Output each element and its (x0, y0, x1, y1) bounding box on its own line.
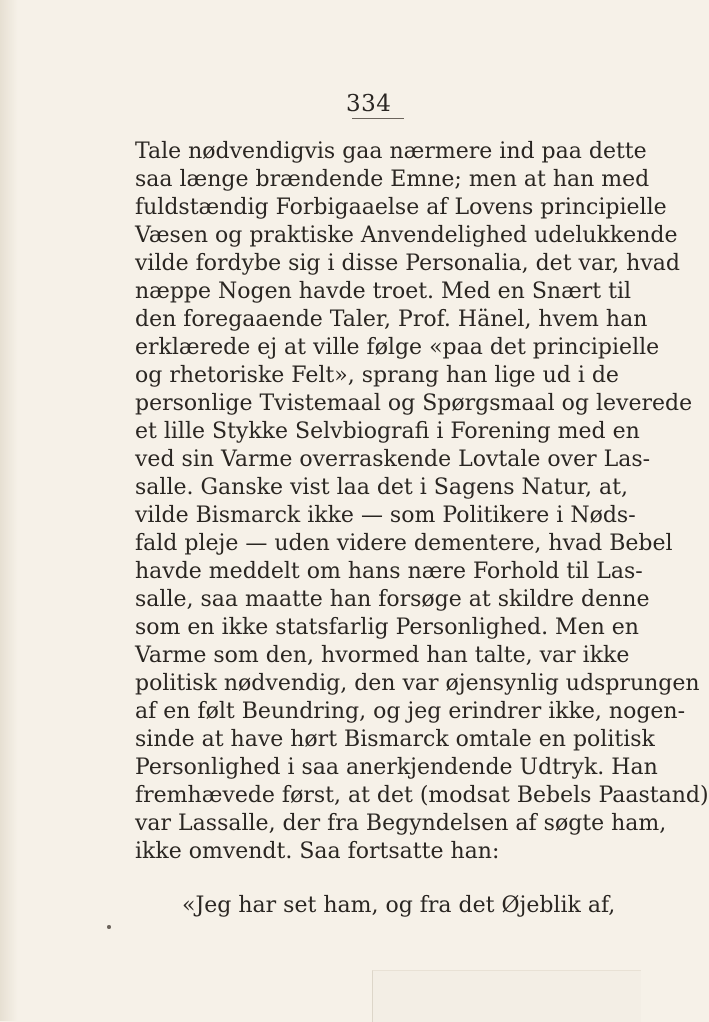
text-line: næppe Nogen havde troet. Med en Snært til (135, 279, 632, 304)
text-line: vilde fordybe sig i disse Personalia, det var, hvad (135, 251, 680, 276)
scan-edge-panel (372, 970, 641, 1022)
text-line: fald pleje — uden videre dementere, hvad Bebel (135, 531, 673, 556)
text-line: ved sin Varme overraskende Lovtale over Las- (135, 447, 651, 472)
text-line: politisk nødvendig, den var øjensynlig udsprungen (135, 671, 700, 696)
quote-opening-line: «Jeg har set ham, og fra det Øjeblik af, (182, 893, 616, 918)
ink-speck (107, 925, 111, 929)
page-number-underline (352, 118, 404, 119)
text-line: Varme som den, hvormed han talte, var ikke (135, 643, 630, 668)
text-line: var Lassalle, der fra Begyndelsen af søgte ham, (135, 811, 667, 836)
text-line: saa længe brændende Emne; men at han med (135, 167, 650, 192)
text-line: fuldstændig Forbigaaelse af Lovens principielle (135, 195, 667, 220)
text-line: sinde at have hørt Bismarck omtale en politisk (135, 727, 655, 752)
body-text (135, 138, 709, 866)
page-gutter (0, 0, 18, 1021)
text-line: og rhetoriske Felt», sprang han lige ud i de (135, 363, 619, 388)
text-line: et lille Stykke Selvbiografi i Forening med en (135, 419, 640, 444)
text-line: salle. Ganske vist laa det i Sagens Natur, at, (135, 475, 628, 500)
text-line: Tale nødvendigvis gaa nærmere ind paa dette (135, 139, 647, 164)
text-line: fremhævede først, at det (modsat Bebels Paastand) (135, 783, 709, 808)
page-number: 334 (346, 91, 392, 117)
text-line: den foregaaende Taler, Prof. Hänel, hvem han (135, 307, 648, 332)
text-line: ikke omvendt. Saa fortsatte han: (135, 839, 500, 864)
text-line: Væsen og praktiske Anvendelighed udelukkende (135, 223, 678, 248)
text-line: af en følt Beundring, og jeg erindrer ikke, nogen- (135, 699, 686, 724)
text-line: salle, saa maatte han forsøge at skildre denne (135, 587, 650, 612)
text-line: som en ikke statsfarlig Personlighed. Men en (135, 615, 639, 640)
text-line: havde meddelt om hans nære Forhold til Las- (135, 559, 643, 584)
text-line: Personlighed i saa anerkjendende Udtryk. Han (135, 755, 658, 780)
text-line: vilde Bismarck ikke — som Politikere i Nøds- (135, 503, 636, 528)
text-line: personlige Tvistemaal og Spørgsmaal og leverede (135, 391, 693, 416)
text-line: erklærede ej at ville følge «paa det principielle (135, 335, 660, 360)
